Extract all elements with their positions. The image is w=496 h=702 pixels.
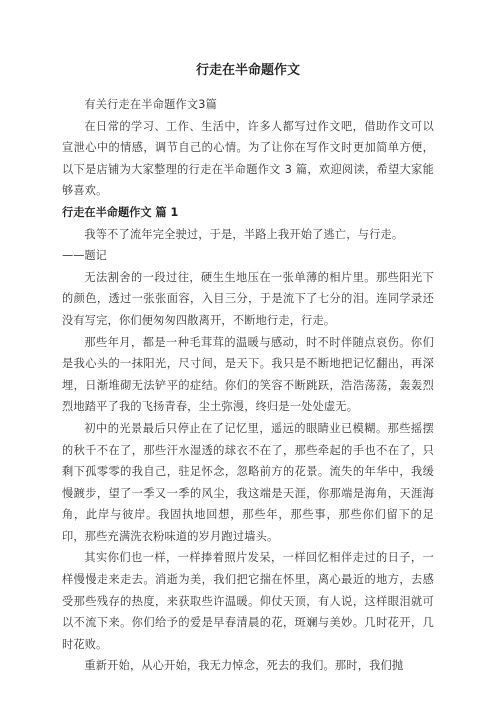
subtitle-paragraph: 有关行走在半命题作文3篇: [84, 98, 217, 111]
body-paragraph: 那些年月，都是一种毛茸茸的温暖与感动，时不时伴随点哀伤。你们是我心头的一抹阳光，尺寸间，是天下。我只是不断地把记忆翻出，再深埋，日渐堆砌无法铲平的症结。你们的笑容不断跳跃，浩浩荡荡，轰轰烈烈地踏平了我的飞扬青春，尘土弥漫，终归是一处处虚无。: [62, 335, 434, 414]
body-paragraph: 初中的光景最后只停止在了记忆里，遥远的眼睛业已模糊。那些摇摆的秋千不在了，那些汗水湿透的球衣不在了，那些牵起的手也不在了，只剩下孤零零的我自己，驻足怀念，忽略前方的花景。流失的年华中，我缓慢踱步，望了一季又一季的风尘，我这端是天涯，你那端是海角，天涯海角，此岸与彼岸。我固执地回想，那些年，那些事，那些你们留下的足印，那些充满洗衣粉味道的岁月跑过墙头。: [62, 421, 434, 543]
document-title: 行走在半命题作文: [195, 63, 300, 78]
intro-paragraph: 在日常的学习、工作、生活中，许多人都写过作文吧，借助作文可以宣泄心中的情感，调节自己的心情。为了让你在写作文时更加简单方便，以下是店铺为大家整理的行走在半命题作文 3 篇，欢迎阅读，希望大家能够喜欢。: [62, 119, 434, 198]
epigraph-paragraph: 我等不了流年完全驶过，于是，半路上我开始了逃亡，与行走。: [84, 227, 404, 241]
body-paragraph: 无法割舍的一段过往，硬生生地压在一张单薄的相片里。那些阳光下的颜色，透过一张张面容，入目三分，于是流下了七分的泪。连同学录还没有写完，你们便匆匆四散离开，不断地行走，行走。: [62, 270, 434, 327]
epigraph-source: ——题记: [62, 249, 107, 263]
section-heading: 行走在半命题作文 篇 1: [62, 205, 179, 219]
body-paragraph: 重新开始，从心开始，我无力悼念，死去的我们。那时，我们抛: [84, 659, 404, 673]
body-paragraph: 其实你们也一样，一样捧着照片发呆，一样回忆相伴走过的日子，一样慢慢走来走去。消逝为美，我们把它揣在怀里，离心最近的地方，去感受那些残存的热度，来获取些许温暖。仰仗天顶，有人说，这样眼泪就可以不流下来。你们给予的爱是早春清晨的花，斑斓与美妙。几时花开，几时花败。: [62, 551, 434, 651]
